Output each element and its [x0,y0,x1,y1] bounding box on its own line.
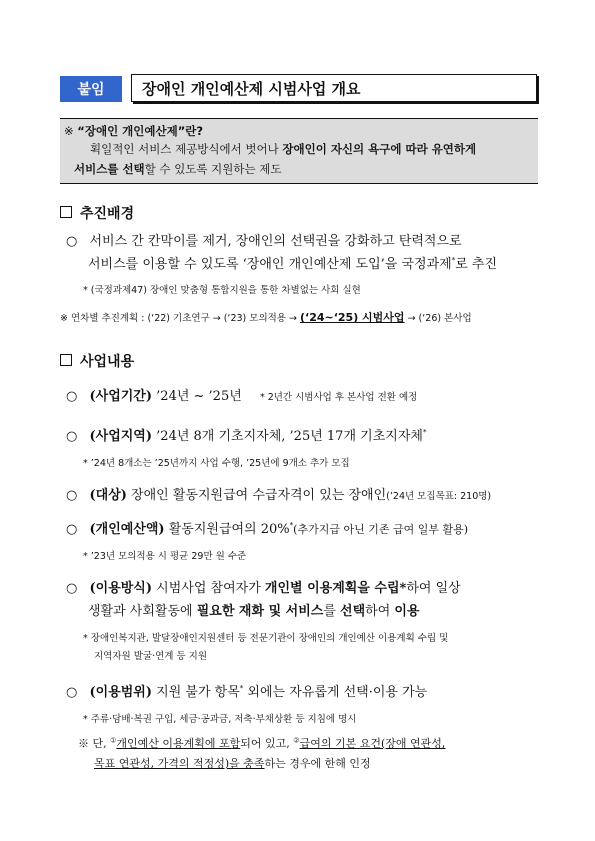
circle-bullet-icon: ○ [66,581,78,596]
footnote-mark: * [239,684,244,693]
region-text: ’24년 8개 기초지자체, ’25년 17개 기초지자체 [152,429,423,444]
method-footnote-2: 지역자원 발굴·연계 등 지원 [94,651,208,662]
condition-text-d: 급여의 기본 요건(장애 연관성, [299,737,446,750]
period-text: ’24년 ~ ’25년 [152,389,242,404]
period-note: * 2년간 시범사업 후 본사업 전환 예정 [259,392,418,403]
item-method-line-1 [66,577,461,596]
region-note: * ’24년 8개소는 ’25년까지 사업 수행, ’25년에 9개소 추가 모집 [83,458,350,469]
background-line-2 [88,253,497,272]
scope-condition-line-2 [94,755,371,771]
circle-bullet-icon: ○ [66,389,78,404]
page-title [131,74,537,102]
circle-bullet-icon: ○ [66,234,78,249]
definition-text-1a: 획일적인 서비스 제공방식에서 벗어나 [90,142,283,156]
budget-footnote: * ’23년 모의적용 시 평균 29만 원 수준 [83,551,247,562]
budget-text: 활동지원급여의 20% [164,522,290,537]
circle-bullet-icon: ○ [66,429,78,444]
item-budget [66,518,468,537]
condition-text-c: 되어 있고, [240,737,294,750]
circled-number-2: ② [293,736,300,745]
footnote-mark: * [289,521,294,530]
definition-line-2 [74,161,282,177]
scope-condition-line-1 [78,735,445,751]
reference-mark: ※ [64,124,74,138]
scope-text-b: 외에는 자유롭게 선택·이용 가능 [243,685,428,700]
method-text-f: 를 [323,604,341,619]
item-target [66,484,491,503]
method-text-e: 필요한 재화 및 서비스 [196,604,324,619]
definition-term [64,123,203,139]
method-text-b: 개인별 이용계획을 수립* [264,581,407,596]
definition-line-1 [90,141,476,157]
annual-plan-c: → (‘26) 본사업 [404,313,472,324]
method-text-h: 하여 [365,604,395,619]
section-heading-text: 사업내용 [80,354,135,370]
method-footnote-1: * 장애인복지관, 발달장애인지원센터 등 전문기관이 장애인의 개인예산 이용계획 수립 및 [83,633,449,644]
method-text-a: 시범사업 참여자가 [152,581,265,596]
budget-label: (개인예산액) [89,522,165,537]
method-label: (이용방식) [89,581,153,596]
region-label: (사업지역) [89,429,153,444]
scope-text-a: 지원 불가 항목 [152,685,240,700]
target-label: (대상) [89,488,127,503]
definition-text-2b: 할 수 있도록 지원하는 제도 [144,162,282,176]
square-bullet-icon [60,206,72,218]
target-text: 장애인 활동지원급여 수급자격이 있는 장애인 [126,488,387,503]
method-text-c: 하여 일상 [406,581,461,596]
section-heading-content [60,351,134,371]
annual-plan [60,309,472,325]
circle-bullet-icon: ○ [66,488,78,503]
background-footnote: * (국정과제47) 장애인 맞춤형 통합지원을 통한 차별없는 사회 실현 [83,285,361,296]
item-region [66,425,426,444]
condition-text-e: 목표 연관성, 가격의 적정성)을 충족 [94,757,265,770]
section-heading-background [60,203,134,223]
circled-number-1: ① [110,736,117,745]
footnote-mark: * [422,428,427,437]
background-line-1 [66,230,462,249]
condition-text-f: 하는 경우에 한해 인정 [264,757,371,770]
condition-text-a: ※ 단, [78,737,111,750]
item-period [66,385,417,404]
target-note: (’24년 모집목표: 210명) [386,491,492,502]
attachment-tag: 붙임 [60,76,122,102]
footnote-mark: * [451,256,456,265]
circle-bullet-icon: ○ [66,522,78,537]
method-text-d: 생활과 사회활동에 [88,604,197,619]
item-scope [66,681,427,700]
background-text-2b: 로 추진 [455,257,498,272]
definition-text-2a: 서비스를 선택 [74,162,145,176]
method-text-g: 선택 [340,604,366,619]
definition-text-1b: 장애인이 자신의 욕구에 따라 유연하게 [282,142,477,156]
budget-note: (추가지급 아닌 기존 급여 일부 활용) [293,523,468,536]
condition-text-b: 개인예산 이용계획에 포함 [116,737,241,750]
method-text-i: 이용 [394,604,420,619]
page-title-text: 장애인 개인예산제 시범사업 개요 [142,79,361,98]
background-text-2a: 서비스를 이용할 수 있도록 ‘장애인 개인예산제 도입’을 국정과제 [88,257,452,272]
circle-bullet-icon: ○ [66,685,78,700]
section-heading-text: 추진배경 [80,206,135,222]
scope-label: (이용범위) [89,685,153,700]
period-label: (사업기간) [89,389,153,404]
item-method-line-2 [88,600,420,619]
background-text-1: 서비스 간 칸막이를 제거, 장애인의 선택권을 강화하고 탄력적으로 [89,234,462,249]
annual-plan-a: ※ 연차별 추진계획 : (‘22) 기초연구 → (‘23) 모의적용 → [60,313,300,324]
scope-footnote: * 주류·담배·복권 구입, 세금·공과금, 저축·부채상환 등 지침에 명시 [83,714,357,725]
definition-box [60,118,538,184]
definition-term-text: “장애인 개인예산제”란? [77,124,204,138]
square-bullet-icon [60,354,72,366]
annual-plan-highlight: (‘24~‘25) 시범사업 [299,311,405,324]
